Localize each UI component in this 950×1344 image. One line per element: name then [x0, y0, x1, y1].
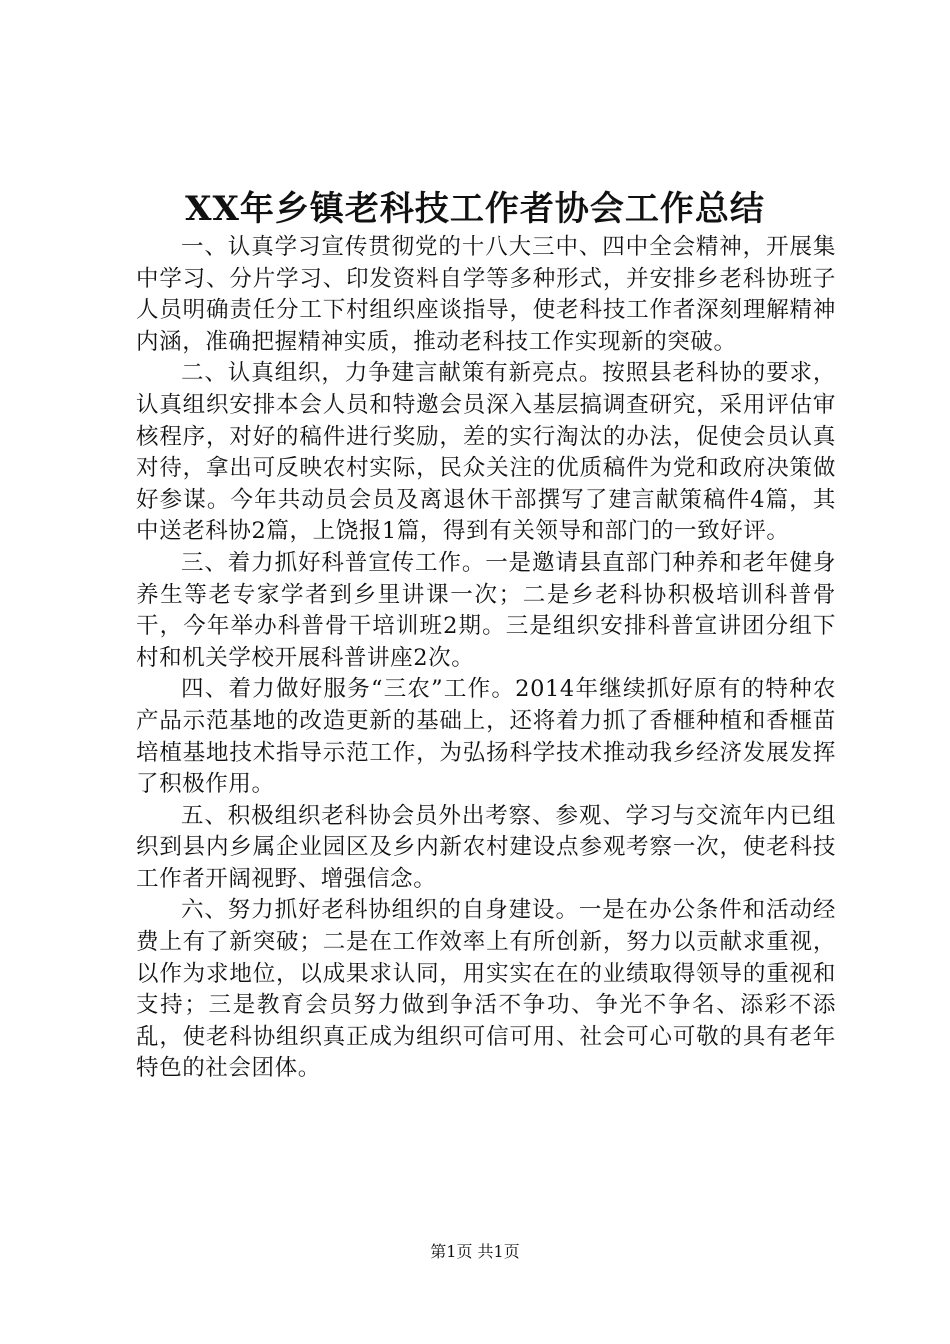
document-title: XX年乡镇老科技工作者协会工作总结: [185, 189, 765, 229]
paragraph-4: 四、着力做好服务“三农”工作。2014年继续抓好原有的特种农产品示范基地的改造更新的基础上，还将着力抓了香榧种植和香榧苗培植基地技术指导示范工作，为弘扬科学技术推动我乡经济发展发挥了积极作用。: [136, 676, 836, 798]
page-footer: 第1页 共1页: [430, 1242, 520, 1261]
paragraph-6: 六、努力抓好老科协组织的自身建设。一是在办公条件和活动经费上有了新突破；二是在工作效率上有所创新，努力以贡献求重视，以作为求地位，以成果求认同，用实实在在的业绩取得领导的重视和支持；三是教育会员努力做到争活不争功、争光不争名、添彩不添乱，使老科协组织真正成为组织可信可用、社会可心可敬的具有老年特色的社会团体。: [136, 897, 836, 1082]
paragraph-5: 五、积极组织老科协会员外出考察、参观、学习与交流年内已组织到县内乡属企业园区及乡内新农村建设点参观考察一次，使老科技工作者开阔视野、增强信念。: [136, 802, 836, 892]
paragraph-1: 一、认真学习宣传贯彻党的十八大三中、四中全会精神，开展集中学习、分片学习、印发资料自学等多种形式，并安排乡老科协班子人员明确责任分工下村组织座谈指导，使老科技工作者深刻理解精神内涵，准确把握精神实质，推动老科技工作实现新的突破。: [136, 234, 836, 355]
document-body: [136, 232, 836, 1085]
paragraph-3: 三、着力抓好科普宣传工作。一是邀请县直部门种养和老年健身养生等老专家学者到乡里讲课一次；二是乡老科协积极培训科普骨干，今年举办科普骨干培训班2期。三是组织安排科普宣讲团分组下村和机关学校开展科普讲座2次。: [136, 549, 836, 671]
paragraph-2: 二、认真组织，力争建言献策有新亮点。按照县老科协的要求，认真组织安排本会人员和特邀会员深入基层搞调查研究，采用评估审核程序，对好的稿件进行奖励，差的实行淘汰的办法，促使会员认真对待，拿出可反映农村实际，民众关注的优质稿件为党和政府决策做好参谋。今年共动员会员及离退休干部撰写了建言献策稿件4篇，其中送老科协2篇，上饶报1篇，得到有关领导和部门的一致好评。: [136, 360, 836, 545]
